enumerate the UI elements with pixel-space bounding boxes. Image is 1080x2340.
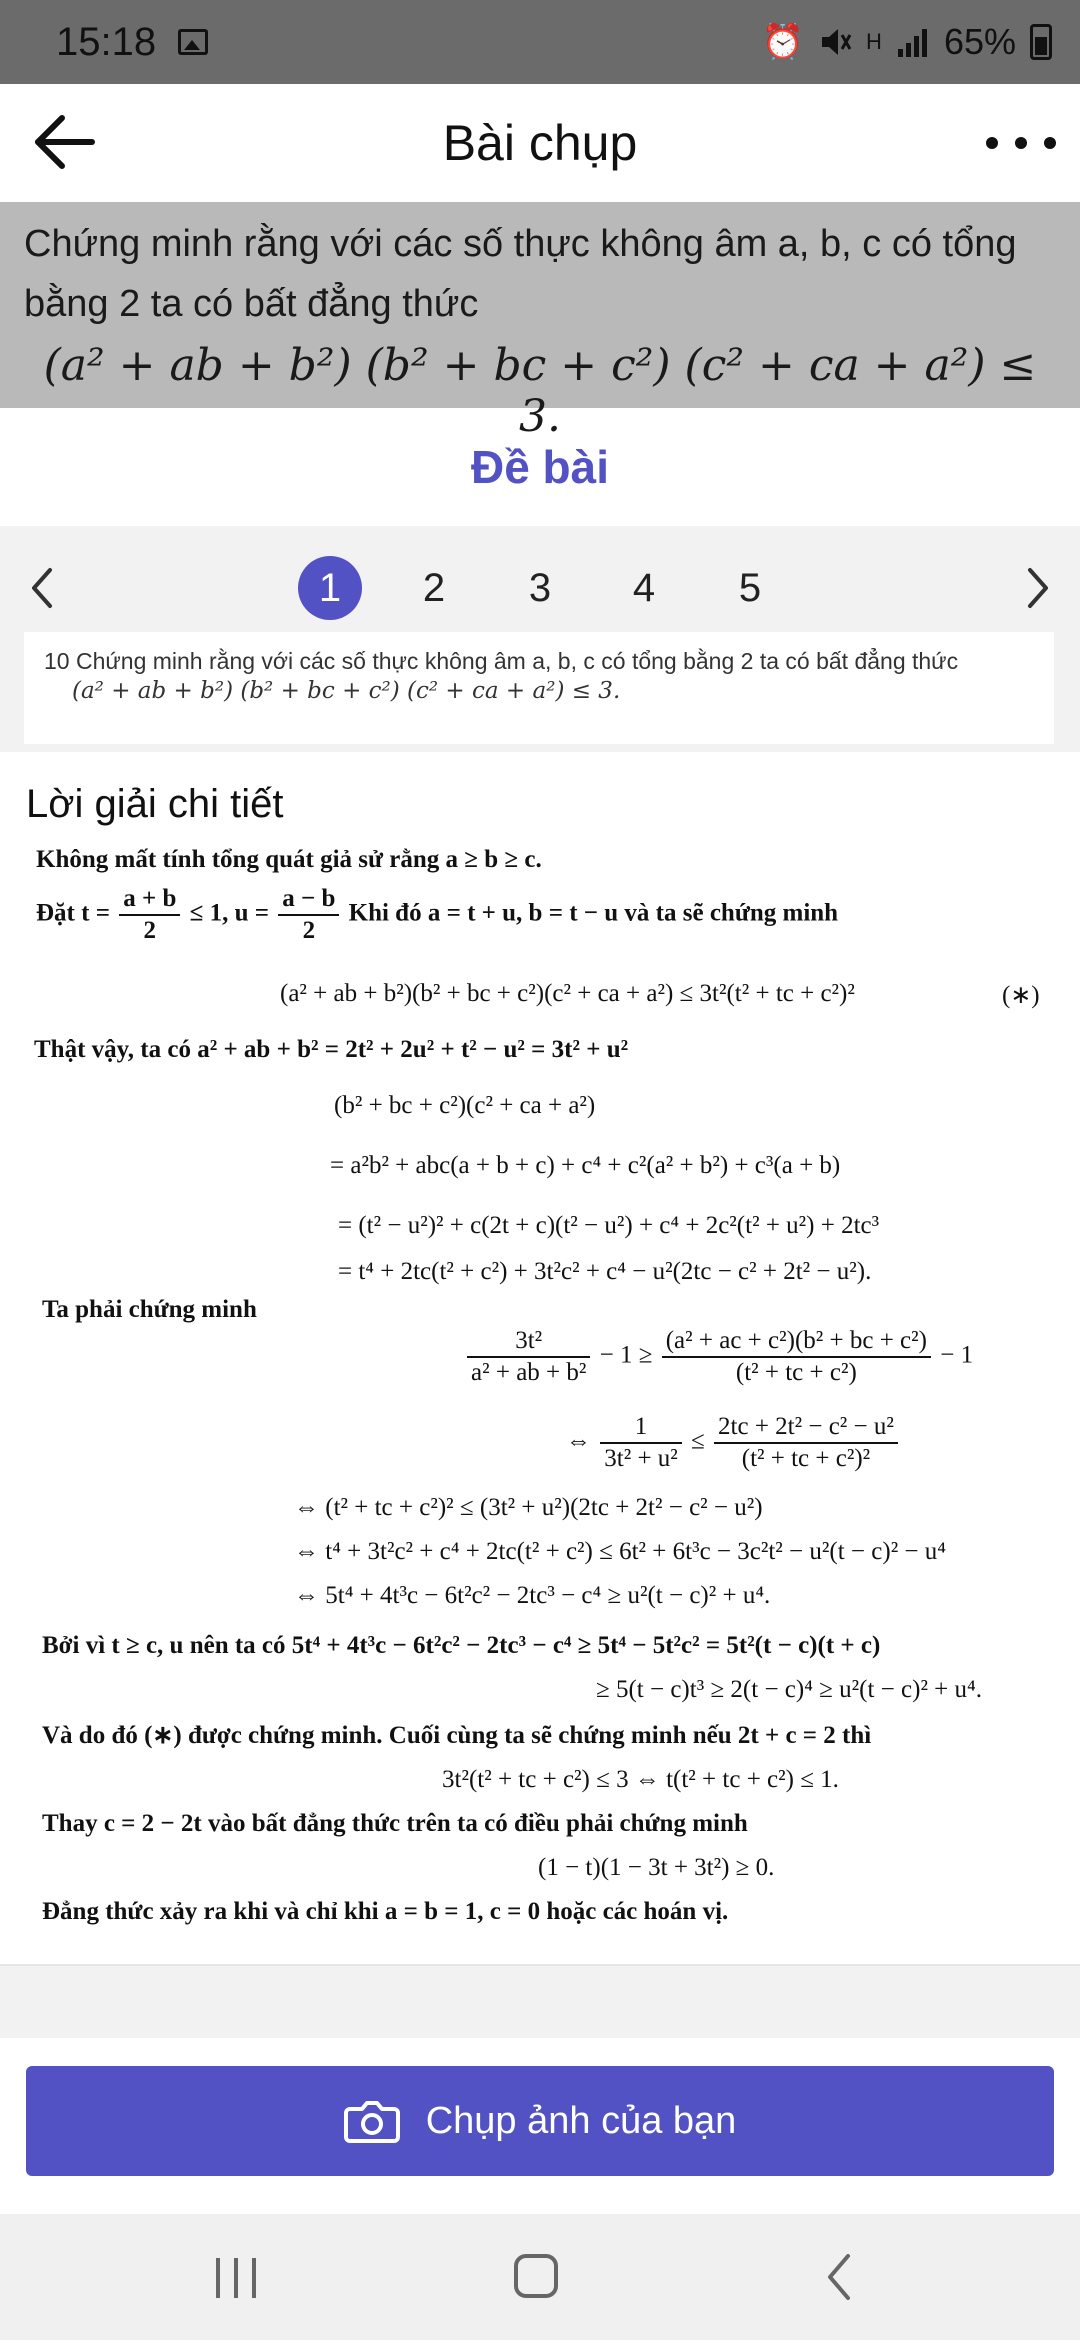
back-icon[interactable] — [820, 2250, 860, 2304]
solution-line: = a²b² + abc(a + b + c) + c⁴ + c²(a² + b²) + c³(a + b) — [330, 1152, 841, 1179]
alarm-icon: ⏰ — [761, 23, 805, 61]
solution-header: Lời giải chi tiết — [26, 782, 284, 826]
solution-line: Ta phải chứng minh — [42, 1296, 257, 1323]
take-photo-button[interactable] — [26, 2066, 1054, 2176]
mute-icon — [818, 25, 852, 59]
solution-line: Thật vậy, ta có a² + ab + b² = 2t² + 2u² + t² − u² = 3t² + u² — [34, 1036, 629, 1063]
solution-line: ⇔ 5t⁴ + 4t³c − 6t²c² − 2tc³ − c⁴ ≥ u²(t − c)² + u⁴. — [294, 1582, 771, 1609]
solution-line: ⇔ (t² + tc + c²)² ≤ (3t² + u²)(2tc + 2t² − c² − u²) — [294, 1494, 763, 1521]
equation-mark: (∗) — [1002, 982, 1040, 1009]
solution-line: (b² + bc + c²)(c² + ca + a²) — [334, 1092, 596, 1119]
network-type-label: H — [866, 29, 882, 54]
battery-percentage: 65% — [943, 21, 1016, 62]
page-3-button[interactable]: 3 — [528, 566, 552, 610]
page-4-button[interactable]: 4 — [632, 566, 656, 610]
solution-line: Và do đó (∗) được chứng minh. Cuối cùng ta sẽ chứng minh nếu 2t + c = 2 thì — [42, 1722, 872, 1749]
more-horizontal-icon[interactable] — [986, 118, 1056, 168]
system-nav-bar — [0, 2214, 1080, 2340]
page-5-button[interactable]: 5 — [738, 566, 762, 610]
problem-section-title: Đề bài — [470, 441, 610, 493]
status-icons — [762, 21, 1052, 63]
problem-pager-area — [0, 526, 1080, 752]
home-icon[interactable] — [514, 2254, 558, 2298]
solution-line: = (t² − u²)² + c(2t + c)(t² − u²) + c⁴ + 2c²(t² + u²) + 2tc³ — [338, 1212, 880, 1239]
camera-icon — [344, 2099, 400, 2143]
chevron-left-icon[interactable] — [20, 558, 64, 618]
solution-content — [0, 840, 1080, 1960]
page-1-button[interactable]: 1 — [298, 556, 362, 620]
solution-line: Đặt t = $\frac{a + b}{2}$ ≤ 1, u = $\frac{a - b}{2}$ Khi đó a = t + u, b = t − u và ta sẽ chứng minh — [36, 885, 839, 944]
captured-photo — [0, 202, 1080, 442]
photo-line-2: bằng 2 ta có bất đẳng thức — [24, 283, 479, 325]
take-photo-label: Chụp ảnh của bạn — [425, 2099, 737, 2142]
recent-apps-icon[interactable] — [216, 2258, 256, 2298]
solution-line: Không mất tính tổng quát giả sử rằng a ≥ b ≥ c. — [36, 846, 542, 873]
question-formula: (a² + ab + b²) (b² + bc + c²) (c² + ca + a²) ≤ 3. — [72, 678, 621, 704]
page-2-button[interactable]: 2 — [422, 566, 446, 610]
solution-line: (a² + ab + b²)(b² + bc + c²)(c² + ca + a²) ≤ 3t²(t² + tc + c²)² — [280, 980, 855, 1007]
chevron-right-icon[interactable] — [1016, 558, 1060, 618]
solution-line: 3t²(t² + tc + c²) ≤ 3 ⇔ t(t² + tc + c²) ≤ 1. — [442, 1766, 839, 1793]
pager — [0, 544, 1080, 632]
status-bar — [0, 0, 1080, 84]
question-text: 10 Chứng minh rằng với các số thực không âm a, b, c có tổng bằng 2 ta có bất đẳng thức — [44, 648, 959, 674]
solution-line: Đẳng thức xảy ra khi và chỉ khi a = b = 1, c = 0 hoặc các hoán vị. — [42, 1898, 729, 1925]
footer-spacer — [0, 1966, 1080, 2038]
page-title: Bài chụp — [442, 115, 638, 171]
solution-line: ≥ 5(t − c)t³ ≥ 2(t − c)⁴ ≥ u²(t − c)² + u⁴. — [596, 1676, 982, 1703]
photo-formula: (a² + ab + b²) (b² + bc + c²) (c² + ca + a²) ≤ 3. — [43, 340, 1037, 442]
image-icon — [178, 29, 208, 55]
photo-line-1: Chứng minh rằng với các số thực không âm a, b, c có tổng — [24, 223, 1017, 265]
solution-line: (1 − t)(1 − 3t + 3t²) ≥ 0. — [538, 1854, 775, 1881]
solution-line: Bởi vì t ≥ c, u nên ta có 5t⁴ + 4t³c − 6t²c² − 2tc³ − c⁴ ≥ 5t⁴ − 5t²c² = 5t²(t − c)(t + c) — [42, 1632, 881, 1659]
solution-line: $\frac{\text{3t²}}{\text{a² + ab + b²}}$ − 1 ≥ $\frac{\text{(a² + ac + c²)(b² + bc + c²)}}{\text{(t² + tc + c²)}}$ − 1 — [464, 1326, 973, 1388]
app-bar — [0, 84, 1080, 202]
solution-line: Thay c = 2 − 2t vào bất đẳng thức trên ta có điều phải chứng minh — [42, 1810, 748, 1837]
solution-line: = t⁴ + 2tc(t² + c²) + 3t²c² + c⁴ − u²(2tc − c² + 2t² − u²). — [338, 1258, 872, 1285]
battery-icon — [1030, 24, 1052, 60]
solution-line: ⇔ $\frac{1}{\text{3t² + u²}}$ ≤ $\frac{\text{2tc + 2t² − c² − u²}}{\text{(t² + tc + c²)²}}$ — [566, 1412, 901, 1474]
question-card — [24, 632, 1054, 744]
solution-line: ⇔ t⁴ + 3t²c² + c⁴ + 2tc(t² + c²) ≤ 6t² + 6t³c − 3c²t² − u²(t − c)² − u⁴ — [294, 1538, 947, 1565]
status-time: 15:18 — [56, 19, 157, 64]
signal-icon — [896, 25, 930, 59]
